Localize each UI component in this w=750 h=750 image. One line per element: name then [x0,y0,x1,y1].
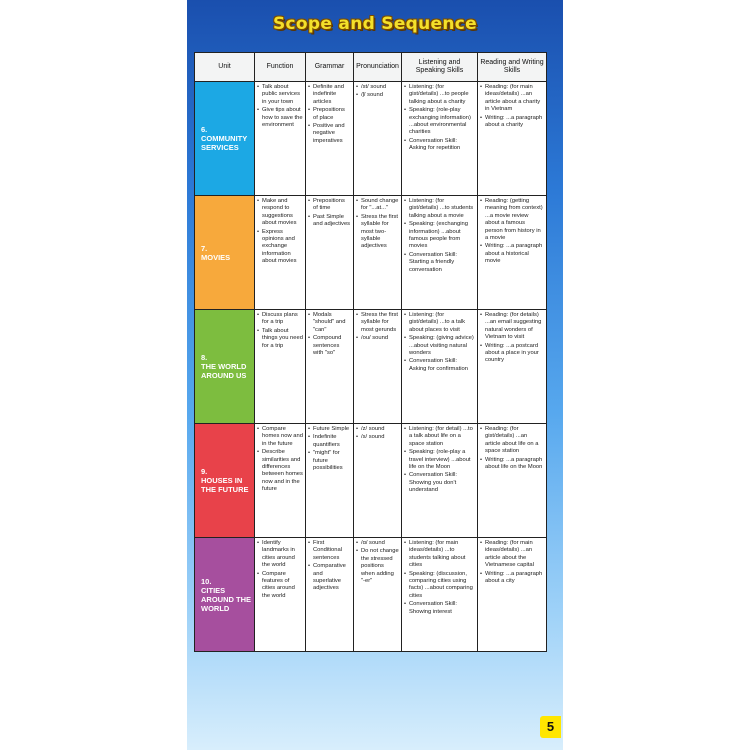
unit-name: THE WORLD AROUND US [201,362,247,380]
list-item: • Writing: ...a postcard about a place in your country [480,343,544,365]
function-list [257,540,303,600]
list-item: • Prepositions of place [308,107,351,122]
listening-list [404,198,475,274]
list-item: • Conversation Skill: Asking for confirmation [404,358,475,373]
list-item: • Conversation Skill: Showing you don't understand [404,472,475,494]
list-item: • Future Simple [308,426,351,433]
pronunciation-list [356,312,399,343]
unit-name: HOUSES IN THE FUTURE [201,476,249,494]
list-item: • Past Simple and adjectives [308,214,351,229]
list-item: • Conversation Skill: Asking for repetition [404,138,475,153]
list-item: • Reading: (for gist/details) ...an article about life on a space station [480,426,544,456]
list-item: • Speaking: (exchanging information) ...about famous people from movies [404,221,475,251]
reading-cell [478,196,547,310]
table-row [195,538,547,652]
list-item: • Talk about public services in your town [257,84,303,106]
list-item: • Speaking: (role-play a travel interview) ...about life on the Moon [404,449,475,471]
list-item: • Writing: ...a paragraph about life on the Moon [480,457,544,472]
list-item: • Talk about things you need for a trip [257,328,303,350]
list-item: • Identify landmarks in cities around the world [257,540,303,570]
function-cell [255,538,306,652]
table-row [195,196,547,310]
list-item: • Give tips about how to save the environment [257,107,303,129]
list-item: • Do not change the stressed positions when adding "-er" [356,548,399,585]
list-item: • /st/ sound [356,84,399,91]
list-item: • Compare features of cities around the world [257,571,303,601]
reading-list [480,198,544,266]
list-item: • Listening: (for gist/details) ...to people talking about a charity [404,84,475,106]
listening-cell [402,424,478,538]
list-item: • Speaking: (giving advice) ...about visiting natural wonders [404,335,475,357]
unit-name: COMMUNITY SERVICES [201,134,248,152]
list-item: • /ʃ/ sound [356,92,399,99]
list-item: • First Conditional sentences [308,540,351,562]
pronunciation-cell [354,82,402,196]
unit-number: 10. [201,576,212,586]
scope-table [194,52,547,652]
list-item: • Reading: (getting meaning from context) ...a movie review about a famous person from history in a movie [480,198,544,242]
listening-cell [402,196,478,310]
header-row [195,53,547,82]
list-item: • Listening: (for gist/details) ...to a talk about places to visit [404,312,475,334]
pronunciation-list [356,84,399,100]
list-item: • Writing: ...a paragraph about a historical movie [480,243,544,265]
function-list [257,312,303,350]
reading-list [480,312,544,365]
reading-list [480,84,544,129]
unit-cell [195,310,255,424]
list-item: • Reading: (for main ideas/details) ...an article about a charity in Vietnam [480,84,544,114]
list-item: • Conversation Skill: Starting a friendly conversation [404,252,475,274]
unit-number: 7. [201,243,208,253]
function-list [257,84,303,129]
pronunciation-cell [354,424,402,538]
grammar-list [308,426,351,472]
listening-list [404,540,475,616]
list-item: • Discuss plans for a trip [257,312,303,327]
listening-list [404,84,475,153]
unit-name: MOVIES [201,252,231,262]
header-listening-speaking: Listening and Speaking Skills [402,53,478,82]
list-item: • Definite and indefinite articles [308,84,351,106]
pronunciation-list [356,426,399,442]
unit-number: 9. [201,467,208,476]
page-title: Scope and Sequence [273,14,477,34]
function-list [257,198,303,266]
list-item: • /ou/ sound [356,335,399,342]
list-item: • Stress the first syllable for most gerunds [356,312,399,334]
list-item: • Sound change for "...at..." [356,198,399,213]
table-row [195,424,547,538]
pronunciation-cell [354,196,402,310]
grammar-list [308,198,351,229]
page-number: 5 [540,716,561,738]
list-item: • Conversation Skill: Showing interest [404,601,475,616]
list-item: • Listening: (for gist/details) ...to students talking about a movie [404,198,475,220]
list-item: • /ɑ/ sound [356,540,399,547]
list-item: • /s/ sound [356,434,399,441]
list-item: • Indefinite quantifiers [308,434,351,449]
listening-list [404,312,475,373]
reading-cell [478,424,547,538]
function-cell [255,82,306,196]
table-row [195,310,547,424]
list-item: • Listening: (for detail) ...to a talk about life on a space station [404,426,475,448]
grammar-list [308,540,351,593]
grammar-cell [306,538,354,652]
listening-cell [402,310,478,424]
grammar-cell [306,196,354,310]
reading-cell [478,310,547,424]
function-cell [255,196,306,310]
unit-cell [195,82,255,196]
function-list [257,426,303,494]
listening-cell [402,82,478,196]
reading-cell [478,82,547,196]
list-item: • "might" for future possibilities [308,450,351,472]
header-pronunciation: Pronunciation [354,53,402,82]
scope-panel [187,0,563,750]
function-cell [255,424,306,538]
list-item: • Compound sentences with "so" [308,335,351,357]
grammar-cell [306,310,354,424]
listening-list [404,426,475,495]
list-item: • Reading: (for main ideas/details) ...an article about the Vietnamese capital [480,540,544,570]
grammar-cell [306,424,354,538]
list-item: • Stress the first syllable for most two-syllable adjectives [356,214,399,251]
unit-cell [195,538,255,652]
pronunciation-cell [354,310,402,424]
list-item: • Modals "should" and "can" [308,312,351,334]
table-row [195,82,547,196]
reading-list [480,540,544,585]
header-reading-writing: Reading and Writing Skills [478,53,547,82]
list-item: • Speaking: (role-play exchanging information) ...about environmental charities [404,107,475,137]
listening-cell [402,538,478,652]
grammar-cell [306,82,354,196]
pronunciation-cell [354,538,402,652]
unit-cell [195,424,255,538]
unit-number: 8. [201,353,208,362]
unit-name: CITIES AROUND THE WORLD [201,585,251,613]
header-grammar: Grammar [306,53,354,82]
function-cell [255,310,306,424]
header-unit: Unit [195,53,255,82]
list-item: • Express opinions and exchange information about movies [257,229,303,266]
reading-list [480,426,544,471]
list-item: • Speaking: (discussion, comparing cities using facts) ...about comparing cities [404,571,475,601]
list-item: • Prepositions of time [308,198,351,213]
list-item: • Make and respond to suggestions about movies [257,198,303,228]
grammar-list [308,84,351,145]
list-item: • Positive and negative imperatives [308,123,351,145]
list-item: • Listening: (for main ideas/details) ...to students talking about cities [404,540,475,570]
pronunciation-list [356,540,399,585]
list-item: • Compare homes now and in the future [257,426,303,448]
list-item: • Writing: ...a paragraph about a city [480,571,544,586]
reading-cell [478,538,547,652]
pronunciation-list [356,198,399,251]
unit-number: 6. [201,125,208,134]
list-item: • Writing: ...a paragraph about a charity [480,115,544,130]
grammar-list [308,312,351,357]
list-item: • /z/ sound [356,426,399,433]
list-item: • Describe similarities and differences between homes now and in the future [257,449,303,493]
unit-cell [195,196,255,310]
list-item: • Comparative and superlative adjectives [308,563,351,593]
list-item: • Reading: (for details) ...an email suggesting natural wonders of Vietnam to visit [480,312,544,342]
header-function: Function [255,53,306,82]
